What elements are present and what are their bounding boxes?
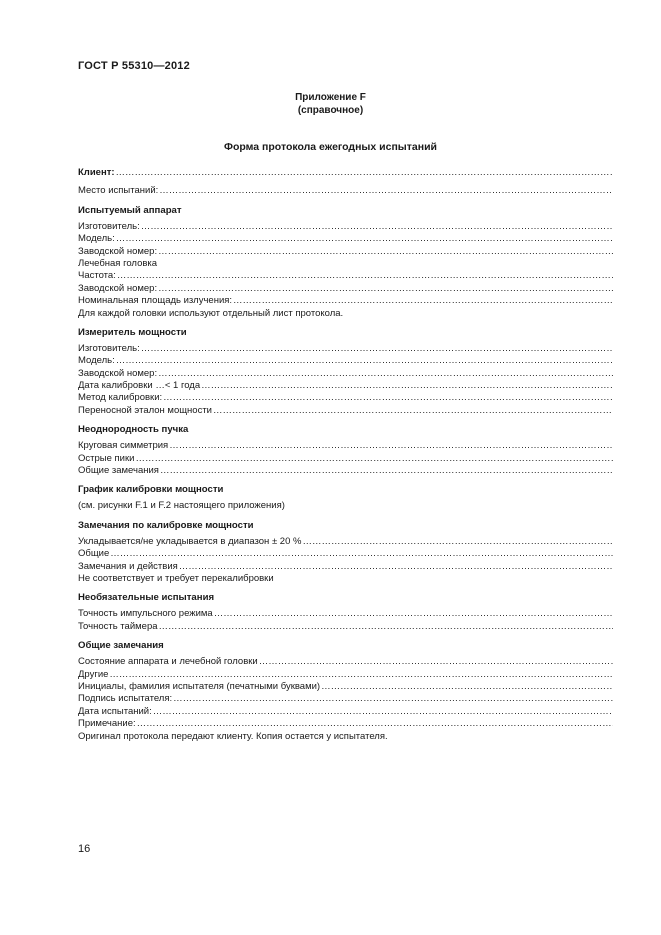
form-field [78, 681, 613, 693]
section-title-apparatus: Испытуемый аппарат [78, 204, 182, 216]
field-label: Дата калибровки …< 1 года [78, 380, 201, 392]
client-field [78, 167, 613, 179]
dotted-leader [169, 440, 613, 452]
appendix-title: Приложение F [295, 92, 366, 103]
dotted-leader [158, 246, 613, 258]
form-field [78, 621, 613, 633]
field-label: Заводской номер: [78, 245, 158, 257]
field-label: Состояние аппарата и лечебной головки [78, 656, 258, 668]
field-label: Общие замечания [78, 465, 159, 477]
form-field [78, 221, 613, 233]
dotted-leader [153, 706, 613, 718]
form-field [78, 343, 613, 355]
form-field [78, 693, 613, 705]
form-field [78, 380, 613, 392]
form-field [78, 669, 613, 681]
field-label: Заводской номер: [78, 367, 158, 379]
dotted-leader [233, 295, 613, 307]
dotted-leader [159, 621, 613, 633]
field-label: Изготовитель: [78, 342, 140, 354]
field-label: Переносной эталон мощности [78, 404, 212, 416]
dotted-leader [160, 465, 613, 477]
field-label: Модель: [78, 233, 115, 245]
standard-number: ГОСТ Р 55310—2012 [78, 60, 190, 72]
dotted-leader [163, 392, 613, 404]
form-field [78, 392, 613, 404]
dotted-leader [116, 167, 613, 179]
dotted-leader [110, 548, 613, 560]
field-label: Инициалы, фамилия испытателя (печатными буквами) [78, 680, 321, 692]
appendix-heading [0, 91, 661, 117]
field-label: Изготовитель: [78, 220, 140, 232]
form-field [78, 465, 613, 477]
field-label: Дата испытаний: [78, 705, 152, 717]
form-field [78, 355, 613, 367]
field-label: Примечание: [78, 718, 136, 730]
field-label: Клиент: [78, 167, 115, 178]
form-field [78, 706, 613, 718]
form-title: Форма протокола ежегодных испытаний [224, 141, 437, 153]
field-label: Общие [78, 548, 110, 560]
field-label: Частота: [78, 270, 116, 282]
dotted-leader [201, 380, 613, 392]
field-label: Модель: [78, 355, 115, 367]
page-number: 16 [78, 843, 91, 855]
form-field [78, 453, 613, 465]
dotted-leader [158, 283, 613, 295]
protocol-form [78, 167, 613, 743]
dotted-leader [213, 405, 613, 417]
dotted-leader [135, 453, 613, 465]
dotted-leader [173, 693, 613, 705]
dotted-leader [109, 669, 613, 681]
form-field [78, 656, 613, 668]
field-label: Номинальная площадь излучения: [78, 295, 233, 307]
field-label: Круговая симметрия [78, 440, 169, 452]
form-field [78, 233, 613, 245]
dotted-leader [116, 233, 613, 245]
field-label: Замечания и действия [78, 560, 178, 572]
field-label: Укладывается/не укладывается в диапазон ± 20 % [78, 535, 302, 547]
appendix-subtitle: (справочное) [297, 105, 364, 116]
section-title-power-meter: Измеритель мощности [78, 326, 187, 338]
dotted-leader [137, 718, 613, 730]
section-title-beam: Неоднородность пучка [78, 424, 189, 436]
form-field [78, 246, 613, 258]
form-field [78, 405, 613, 417]
section-title-calibration-remarks: Замечания по калибровке мощности [78, 519, 254, 531]
dotted-leader [158, 368, 613, 380]
dotted-leader [259, 656, 613, 668]
dotted-leader [141, 343, 613, 355]
subsection-label: Лечебная головка [78, 257, 158, 269]
form-field [78, 283, 613, 295]
field-label: Острые пики [78, 452, 135, 464]
original-note-text: Оригинал протокола передают клиенту. Копия остается у испытателя. [78, 730, 388, 742]
form-field [78, 440, 613, 452]
form-field [78, 561, 613, 573]
section-title-graph: График калибровки мощности [78, 484, 224, 496]
form-field [78, 608, 613, 620]
dotted-leader [141, 221, 613, 233]
field-label: Заводской номер: [78, 282, 158, 294]
nonconformity-text: Не соответствует и требует перекалибровки [78, 572, 274, 584]
form-field [78, 548, 613, 560]
dotted-leader [117, 270, 613, 282]
dotted-leader [214, 608, 613, 620]
field-label: Точность импульсного режима [78, 608, 213, 620]
field-label: Точность таймера [78, 620, 158, 632]
section-title-optional-tests: Необязательные испытания [78, 592, 215, 604]
graph-reference-text: (см. рисунки F.1 и F.2 настоящего приложения) [78, 500, 285, 512]
field-label: Место испытаний: [78, 185, 159, 197]
form-field [78, 536, 613, 548]
note-text: Для каждой головки используют отдельный лист протокола. [78, 307, 344, 319]
field-label: Подпись испытателя: [78, 693, 173, 705]
dotted-leader [179, 561, 613, 573]
dotted-leader [321, 681, 613, 693]
dotted-leader [302, 536, 613, 548]
form-field [78, 270, 613, 282]
field-label: Другие [78, 668, 109, 680]
field-label: Метод калибровки: [78, 392, 163, 404]
form-field [78, 368, 613, 380]
dotted-leader [159, 185, 613, 197]
form-field [78, 295, 613, 307]
section-title-general-remarks: Общие замечания [78, 640, 164, 652]
test-place-field [78, 185, 613, 197]
form-field [78, 718, 613, 730]
dotted-leader [116, 355, 613, 367]
